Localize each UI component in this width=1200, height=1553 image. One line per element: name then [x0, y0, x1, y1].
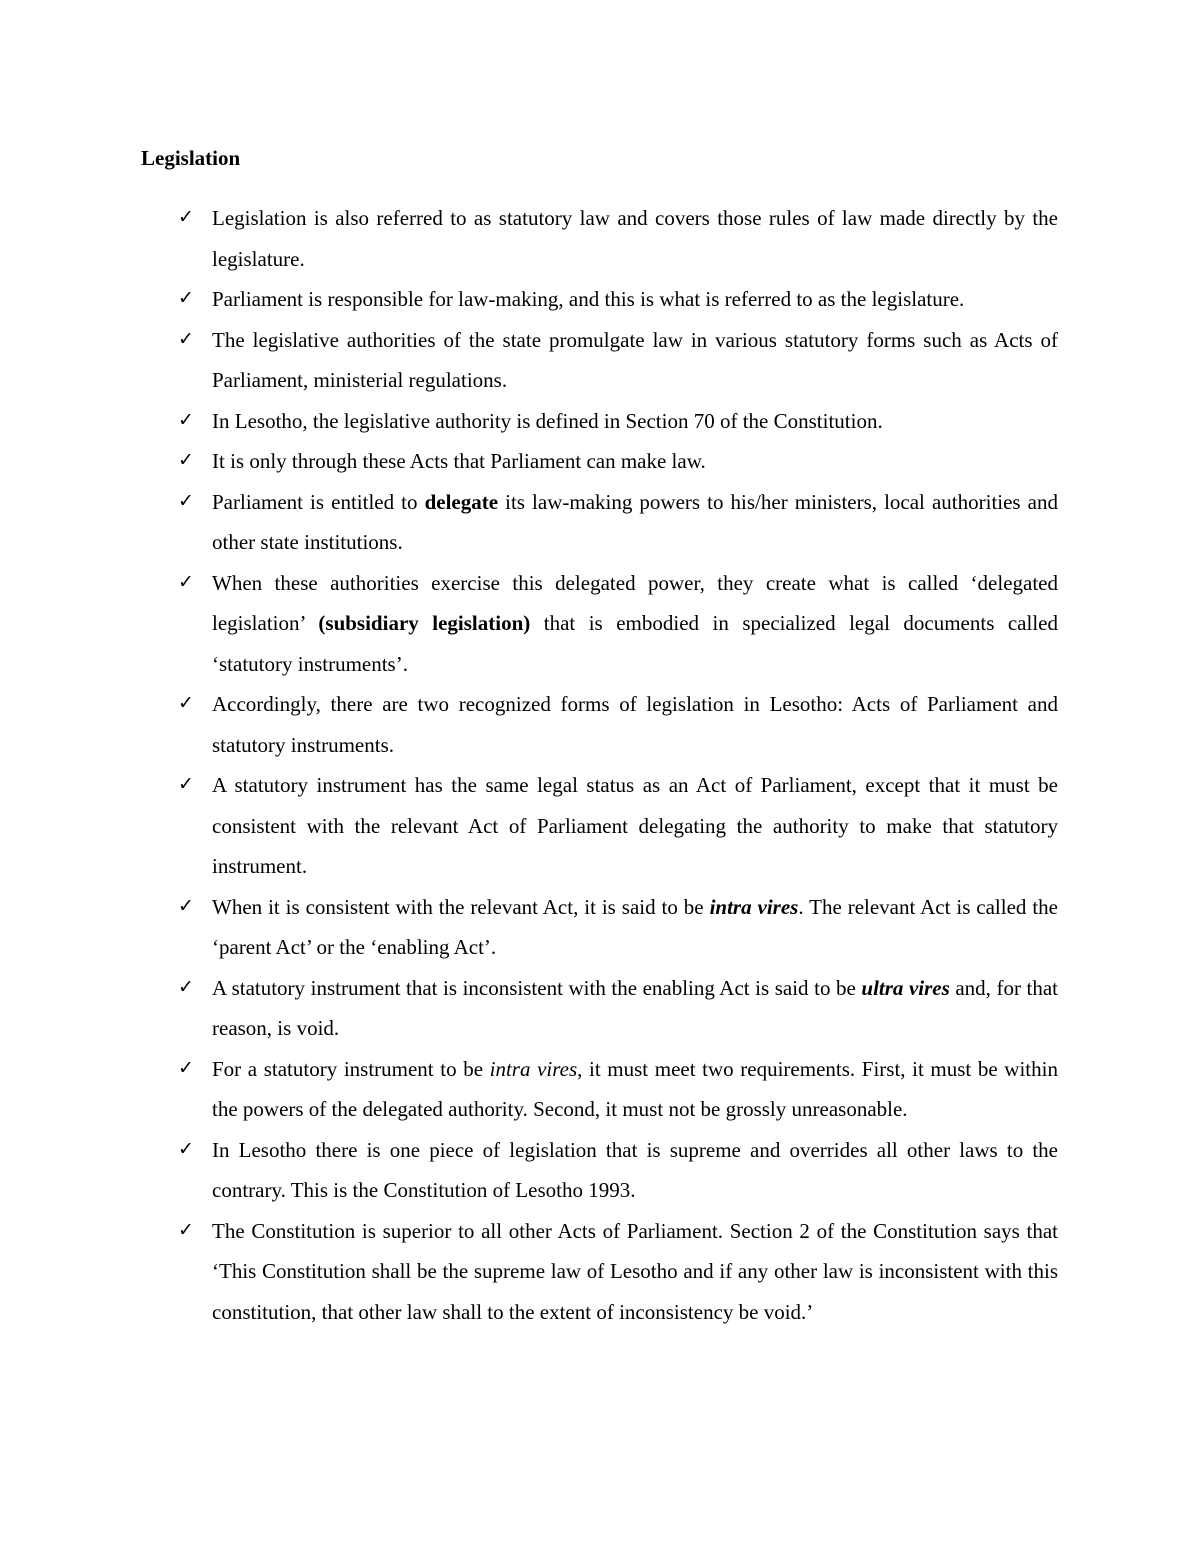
bullet-text: The Constitution is superior to all other Acts of Parliament. Section 2 of the Constitution says that ‘This Constitution shall be the supreme law of Lesotho and if any other law is inconsistent with this constitution, that other law shall to the extent of inconsistency be void.’ [212, 1218, 1058, 1324]
bullet-text: When it is consistent with the relevant Act, it is said to be [212, 894, 710, 919]
bullet-text: It is only through these Acts that Parliament can make law. [212, 449, 706, 473]
bullet-text: For a statutory instrument to be [212, 1056, 490, 1081]
bullet-text: A statutory instrument that is inconsistent with the enabling Act is said to be [212, 975, 862, 1000]
emphasized-text: intra vires [709, 894, 799, 919]
bullet-item [178, 887, 1058, 968]
bullet-item [178, 320, 1058, 401]
checkmark-icon: ✓ [178, 287, 194, 309]
bullet-text: Parliament is responsible for law-making, and this is what is referred to as the legislature. [212, 287, 965, 311]
bullet-text: A statutory instrument has the same legal status as an Act of Parliament, except that it must be consistent with the relevant Act of Parliament delegating the authority to make that statutory instrument. [212, 773, 1058, 878]
checkmark-icon: ✓ [178, 570, 194, 593]
checkmark-icon: ✓ [178, 408, 194, 431]
checkmark-icon: ✓ [178, 206, 194, 228]
bullet-list [178, 198, 1058, 1332]
checkmark-icon: ✓ [178, 489, 194, 512]
emphasized-text: intra vires [489, 1056, 578, 1081]
bullet-item [178, 968, 1058, 1049]
bullet-text: When these authorities exercise this delegated power, they create what is called ‘delegated legislation’ [212, 570, 1058, 635]
bullet-text: that is embodied in specialized legal documents called ‘statutory instruments’. [212, 611, 1058, 676]
emphasized-text: ultra vires [861, 975, 950, 1000]
bullet-item [178, 1211, 1058, 1333]
checkmark-icon: ✓ [178, 1218, 194, 1241]
bullet-text: Legislation is also referred to as statutory law and covers those rules of law made directly by the legislature. [212, 206, 1058, 271]
emphasized-text: (subsidiary legislation) [318, 611, 531, 635]
bullet-item [178, 279, 1058, 320]
checkmark-icon: ✓ [178, 692, 194, 714]
bullet-item [178, 765, 1058, 887]
bullet-text: . The relevant Act is called the ‘parent Act’ or the ‘enabling Act’. [212, 894, 1059, 959]
emphasized-text: delegate [424, 489, 499, 514]
bullet-text: Accordingly, there are two recognized forms of legislation in Lesotho: Acts of Parliament and statutory instruments. [212, 692, 1058, 757]
checkmark-icon: ✓ [178, 1137, 194, 1160]
bullet-item [178, 482, 1058, 563]
bullet-text: Parliament is entitled to [212, 489, 425, 514]
bullet-text: The legislative authorities of the state promulgate law in various statutory forms such as Acts of Parliament, ministerial regulations. [212, 327, 1058, 392]
bullet-item [178, 441, 1058, 482]
bullet-item [178, 401, 1058, 442]
bullet-text: its law-making powers to his/her ministers, local authorities and other state institutions. [212, 489, 1058, 554]
checkmark-icon: ✓ [178, 1056, 194, 1079]
checkmark-icon: ✓ [178, 773, 194, 795]
bullet-item [178, 1130, 1058, 1211]
bullet-text: In Lesotho there is one piece of legislation that is supreme and overrides all other laws to the contrary. This is the Constitution of Lesotho 1993. [212, 1137, 1058, 1202]
bullet-text: , it must meet two requirements. First, it must be within the powers of the delegated authority. Second, it must not be grossly unreasonable. [212, 1056, 1058, 1121]
bullet-item [178, 684, 1058, 765]
checkmark-icon: ✓ [178, 894, 194, 917]
checkmark-icon: ✓ [178, 449, 194, 471]
checkmark-icon: ✓ [178, 975, 194, 998]
bullet-text: and, for that reason, is void. [212, 975, 1059, 1040]
bullet-item [178, 563, 1058, 685]
checkmark-icon: ✓ [178, 327, 194, 350]
bullet-item [178, 1049, 1058, 1130]
bullet-text: In Lesotho, the legislative authority is defined in Section 70 of the Constitution. [212, 408, 883, 433]
bullet-item [178, 198, 1058, 279]
document-title: Legislation [141, 146, 241, 170]
